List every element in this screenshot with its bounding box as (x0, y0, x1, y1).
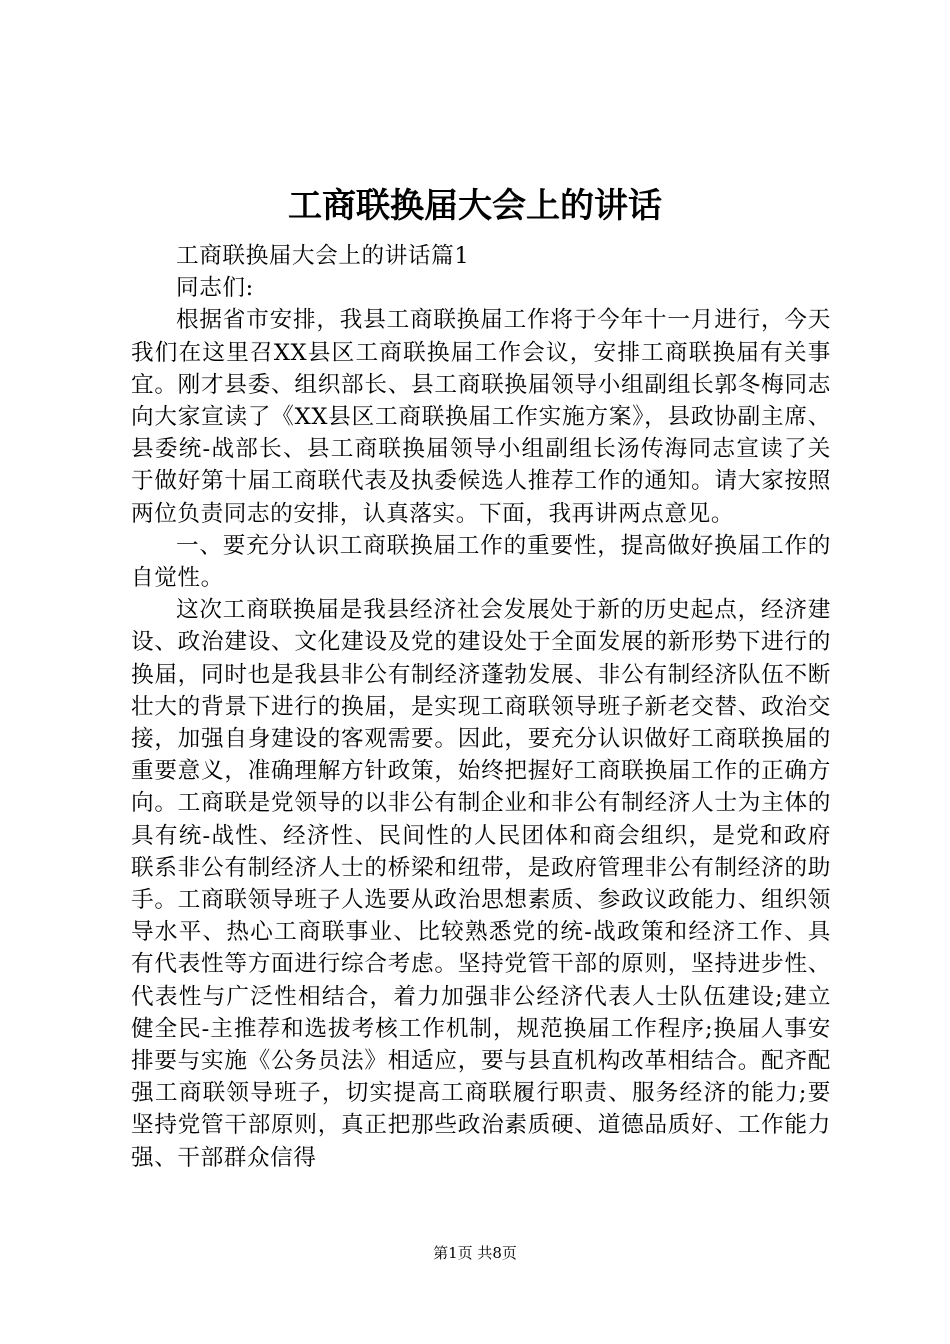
page-footer: 第1页 共8页 (433, 1244, 517, 1262)
paragraph: 一、要充分认识工商联换届工作的重要性，提高做好换届工作的自觉性。 (131, 532, 831, 592)
document-title: 工商联换届大会上的讲话 (288, 186, 662, 226)
section-heading: 工商联换届大会上的讲话篇1 (176, 243, 470, 269)
paragraph: 这次工商联换届是我县经济社会发展处于新的历史起点，经济建设、政治建设、文化建设及党的建设处于全面发展的新形势下进行的换届，同时也是我县非公有制经济蓬勃发展、非公有制经济队伍不断壮大的背景下进行的换届，是实现工商联领导班子新老交替、政治交接，加强自身建设的客观需要。因此，要充分认识做好工商联换届的重要意义，准确理解方针政策，始终把握好工商联换届工作的正确方向。工商联是党领导的以非公有制企业和非公有制经济人士为主体的具有统-战性、经济性、民间性的人民团体和商会组织，是党和政府联系非公有制经济人士的桥梁和纽带，是政府管理非公有制经济的助手。工商联领导班子人选要从政治思想素质、参政议政能力、组织领导水平、热心工商联事业、比较熟悉党的统-战政策和经济工作、具有代表性等方面进行综合考虑。坚持党管干部的原则，坚持进步性、代表性与广泛性相结合，着力加强非公经济代表人士队伍建设;建立健全民-主推荐和选拔考核工作机制，规范换届工作程序;换届人事安排要与实施《公务员法》相适应，要与县直机构改革相结合。配齐配强工商联领导班子，切实提高工商联履行职责、服务经济的能力;要坚持党管干部原则，真正把那些政治素质硬、道德品质好、工作能力强、干部群众信得 (131, 597, 831, 1171)
salutation: 同志们: (176, 275, 254, 302)
document-body (131, 240, 831, 1174)
paragraph: 根据省市安排，我县工商联换届工作将于今年十一月进行，今天我们在这里召XX县区工商联换届工作会议，安排工商联换届有关事宜。刚才县委、组织部长、县工商联换届领导小组副组长郭冬梅同志向大家宣读了《XX县区工商联换届工作实施方案》，县政协副主席、县委统-战部长、县工商联换届领导小组副组长汤传海同志宣读了关于做好第十届工商联代表及执委候选人推荐工作的通知。请大家按照两位负责同志的安排，认真落实。下面，我再讲两点意见。 (131, 307, 831, 527)
